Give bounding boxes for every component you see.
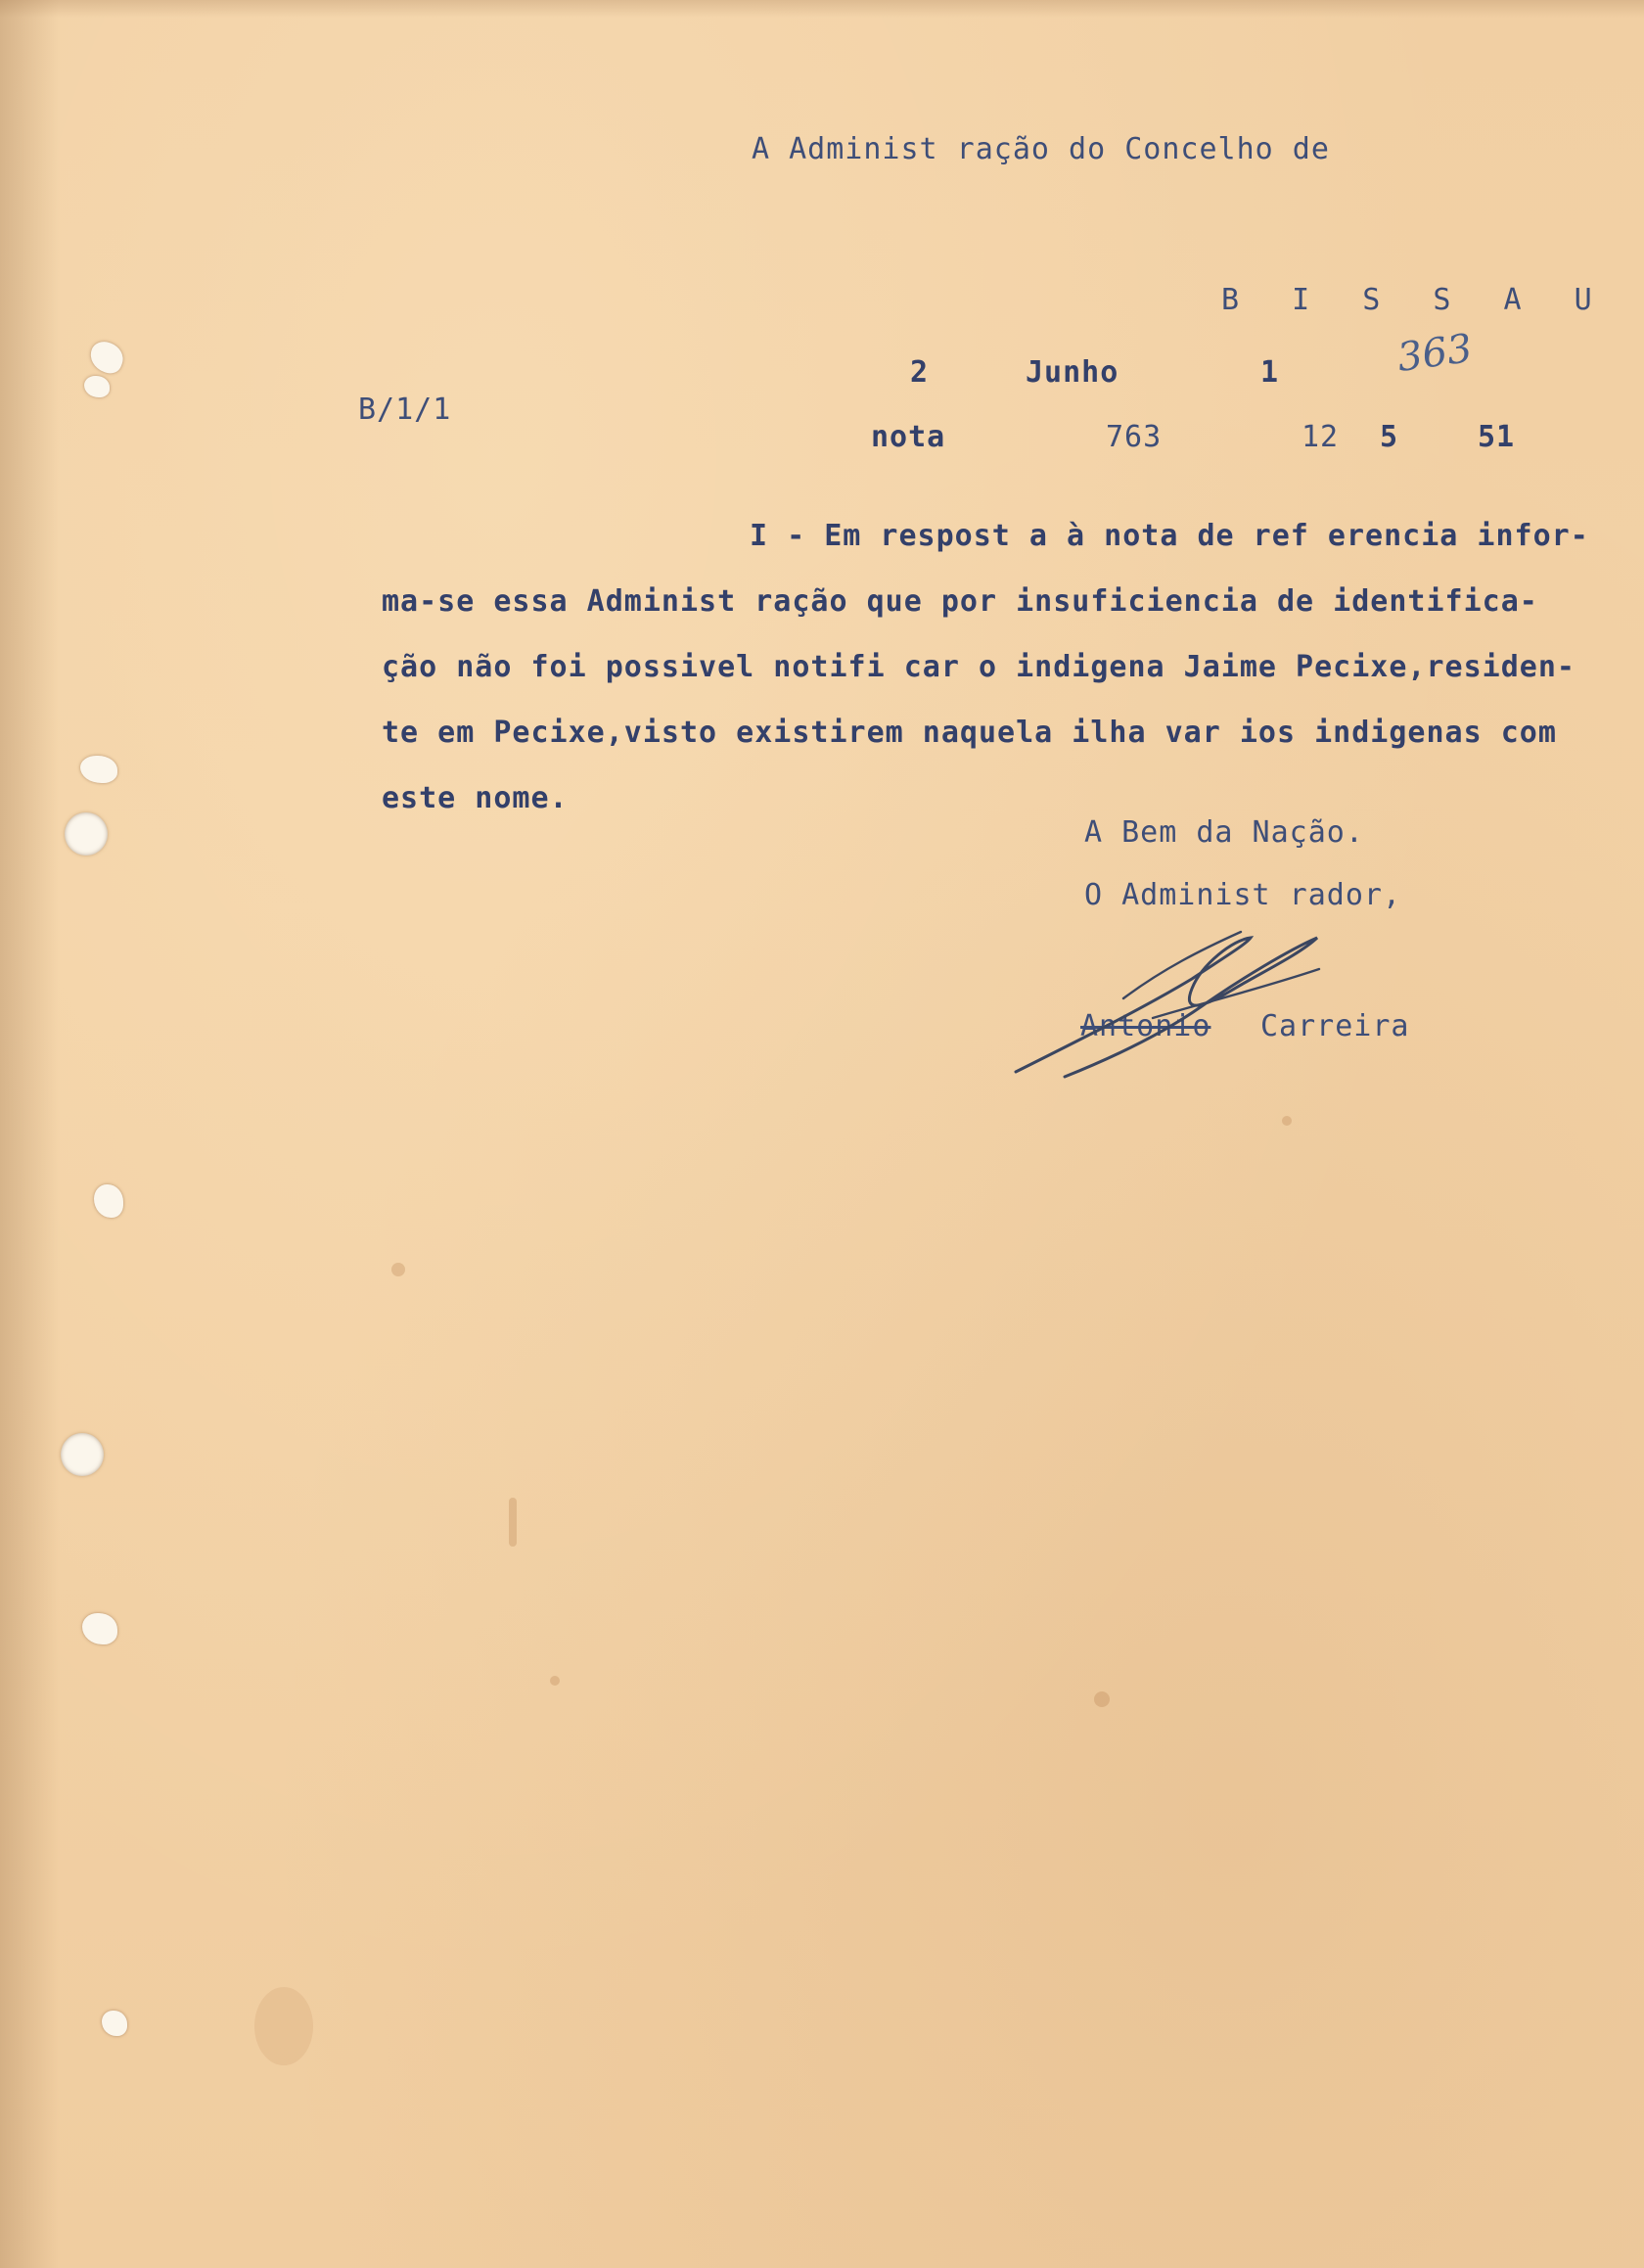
punch-tear-mark [84,376,110,397]
punch-tear-mark [82,1613,117,1644]
punch-hole [61,1433,104,1476]
note-day: 12 [1302,420,1340,454]
punch-tear-mark [102,2011,127,2036]
stain-spot [254,1987,313,2065]
stain-spot [1094,1691,1110,1707]
paper-top-edge [0,0,1644,18]
handwritten-signature [1006,910,1339,1087]
punch-tear-mark [94,1184,123,1218]
handwritten-number: 363 [1394,325,1476,382]
punch-hole [65,812,108,856]
closing-line: A Bem da Nação. [1084,815,1364,850]
punch-tear-mark [86,338,127,377]
city-heading: B I S S A U [1221,283,1610,317]
note-number: 763 [1106,420,1163,454]
body-line: este nome. [382,781,569,815]
signatory-title: O Administ rador, [1084,878,1402,912]
stain-spot [509,1498,517,1547]
punch-tear-mark [80,756,117,783]
note-label: nota [871,420,946,454]
stain-spot [550,1676,560,1686]
addressee-line: A Administ ração do Concelho de [752,132,1330,166]
body-line: ma-se essa Administ ração que por insuficiencia de identifica- [382,584,1538,619]
date-year-prefix: 1 [1260,355,1280,390]
stain-spot [1282,1116,1292,1126]
signatory-first-name: Antonio [1080,1009,1211,1043]
body-line: ção não foi possivel notifi car o indigena Jaime Pecixe,residen- [382,650,1576,684]
body-line: te em Pecixe,visto existirem naquela ilha var ios indigenas com [382,716,1557,750]
date-day: 2 [910,355,930,390]
paper-left-edge [0,0,59,2268]
reference-code: B/1/1 [358,393,452,427]
signatory-last-name: Carreira [1260,1009,1410,1043]
body-line: I - Em respost a à nota de ref erencia infor- [750,519,1589,553]
note-year: 51 [1478,420,1516,454]
note-month: 5 [1380,420,1399,454]
stain-spot [391,1263,405,1276]
date-month: Junho [1026,355,1119,390]
